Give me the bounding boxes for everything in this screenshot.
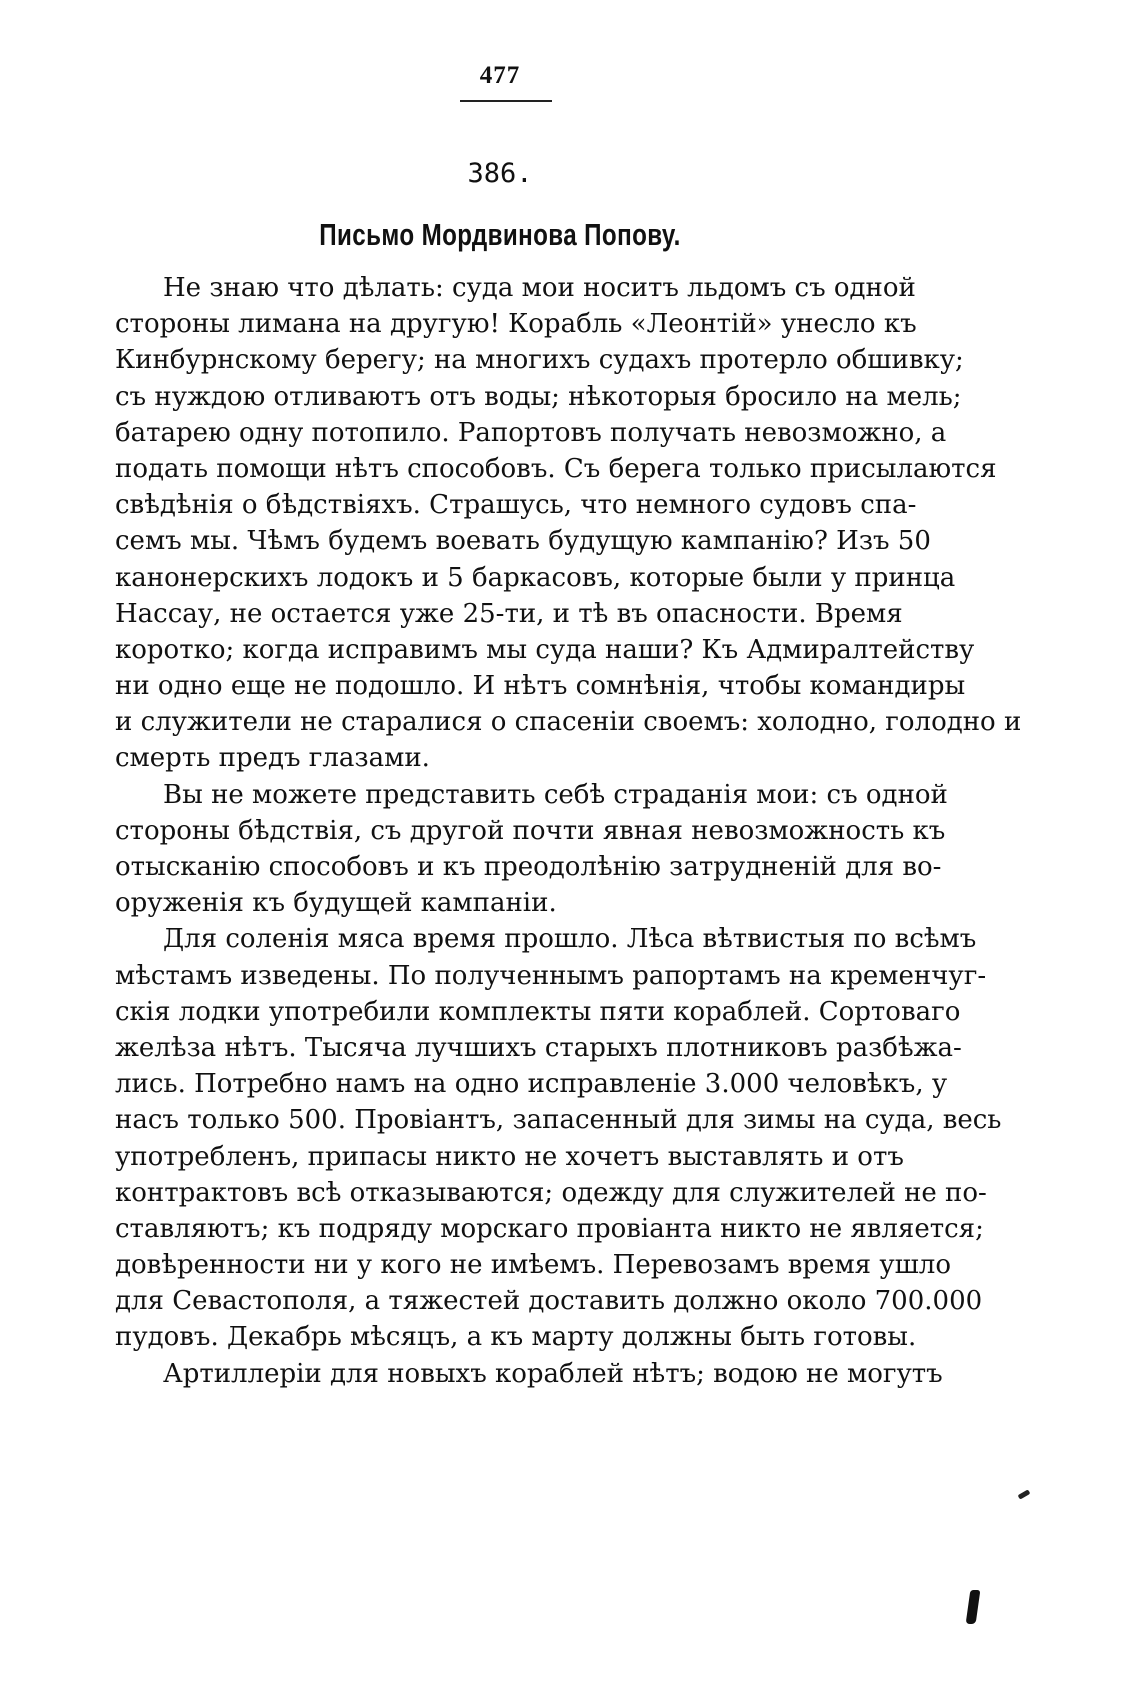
paragraph-4: [115, 1356, 943, 1392]
text-line: лись. Потребно намъ на одно исправленіе 3.000 человѣкъ, у: [115, 1069, 948, 1100]
text-line: ни одно еще не подошло. И нѣтъ сомнѣнія, чтобы командиры: [115, 671, 966, 702]
text-line: и служители не старалися о спасеніи своемъ: холодно, голодно и: [115, 707, 1022, 738]
text-line: коротко; когда исправимъ мы суда наши? Къ Адмиралтейству: [115, 634, 975, 665]
paragraph-1: [115, 270, 1022, 777]
letter-body: [115, 270, 1022, 1392]
stray-ink-mark: [1018, 1489, 1031, 1499]
page-number-rule: [460, 100, 552, 102]
text-line: свѣдѣнія о бѣдствіяхъ. Страшусь, что немного судовъ спа-: [115, 490, 917, 521]
text-line: батарею одну потопило. Рапортовъ получать невозможно, а: [115, 417, 947, 448]
stray-ink-blot: [966, 1590, 981, 1624]
text-line: отысканію способовъ и къ преодолѣнію затрудненій для во-: [115, 852, 942, 882]
text-line: употребленъ, припасы никто не хочетъ выставлять и отъ: [115, 1141, 904, 1172]
text-line: оруженія къ будущей кампаніи.: [115, 888, 557, 919]
text-line: подать помощи нѣтъ способовъ. Съ берега только присылаются: [115, 453, 997, 484]
text-line: желѣза нѣтъ. Тысяча лучшихъ старыхъ плотниковъ разбѣжа-: [115, 1032, 962, 1063]
text-line: Вы не можете представить себѣ страданія мои: съ одной: [163, 779, 948, 810]
text-line: ставляютъ; къ подряду морскаго провіанта никто не является;: [115, 1213, 984, 1244]
text-line: довѣренности ни у кого не имѣемъ. Перевозамъ время ушло: [115, 1250, 951, 1281]
text-line: Не знаю что дѣлать: суда мои носитъ льдомъ съ одной: [163, 273, 916, 303]
text-line: смерть предъ глазами.: [115, 743, 430, 774]
text-line: насъ только 500. Провіантъ, запасенный для зимы на суда, весь: [115, 1105, 1002, 1136]
text-line: Артиллеріи для новыхъ кораблей нѣтъ; водою не могутъ: [163, 1358, 943, 1389]
text-line: съ нуждою отливаютъ отъ воды; нѣкоторыя бросило на мель;: [115, 381, 962, 412]
page-number: 477: [479, 62, 521, 89]
text-line: пудовъ. Декабрь мѣсяцъ, а къ марту должны быть готовы.: [115, 1322, 917, 1353]
text-line: скія лодки употребили комплекты пяти кораблей. Сортоваго: [115, 996, 961, 1027]
document-number: 386.: [467, 158, 533, 189]
text-line: для Севастополя, а тяжестей доставить должно около 700.000: [115, 1286, 983, 1317]
paragraph-2: [115, 777, 948, 922]
text-line: мѣстамъ изведены. По полученнымъ рапортамъ на кременчуг-: [115, 960, 987, 991]
text-line: контрактовъ всѣ отказываются; одежду для служителей не по-: [115, 1177, 987, 1208]
text-line: стороны лимана на другую! Корабль «Леонтій» унесло къ: [115, 309, 917, 340]
text-line: семъ мы. Чѣмъ будемъ воевать будущую кампанію? Изъ 50: [115, 526, 931, 557]
paragraph-3: [115, 921, 1002, 1355]
text-line: Для соленія мяса время прошло. Лѣса вѣтвистыя по всѣмъ: [163, 924, 977, 955]
text-line: Кинбурнскому берегу; на многихъ судахъ протерло обшивку;: [115, 345, 964, 376]
text-line: стороны бѣдствія, съ другой почти явная невозможность къ: [115, 815, 946, 846]
text-line: канонерскихъ лодокъ и 5 баркасовъ, которые были у принца: [115, 562, 956, 593]
document-title: Письмо Мордвинова Попову.: [319, 217, 681, 252]
text-line: Нассау, не остается уже 25-ти, и тѣ въ опасности. Время: [115, 598, 903, 629]
